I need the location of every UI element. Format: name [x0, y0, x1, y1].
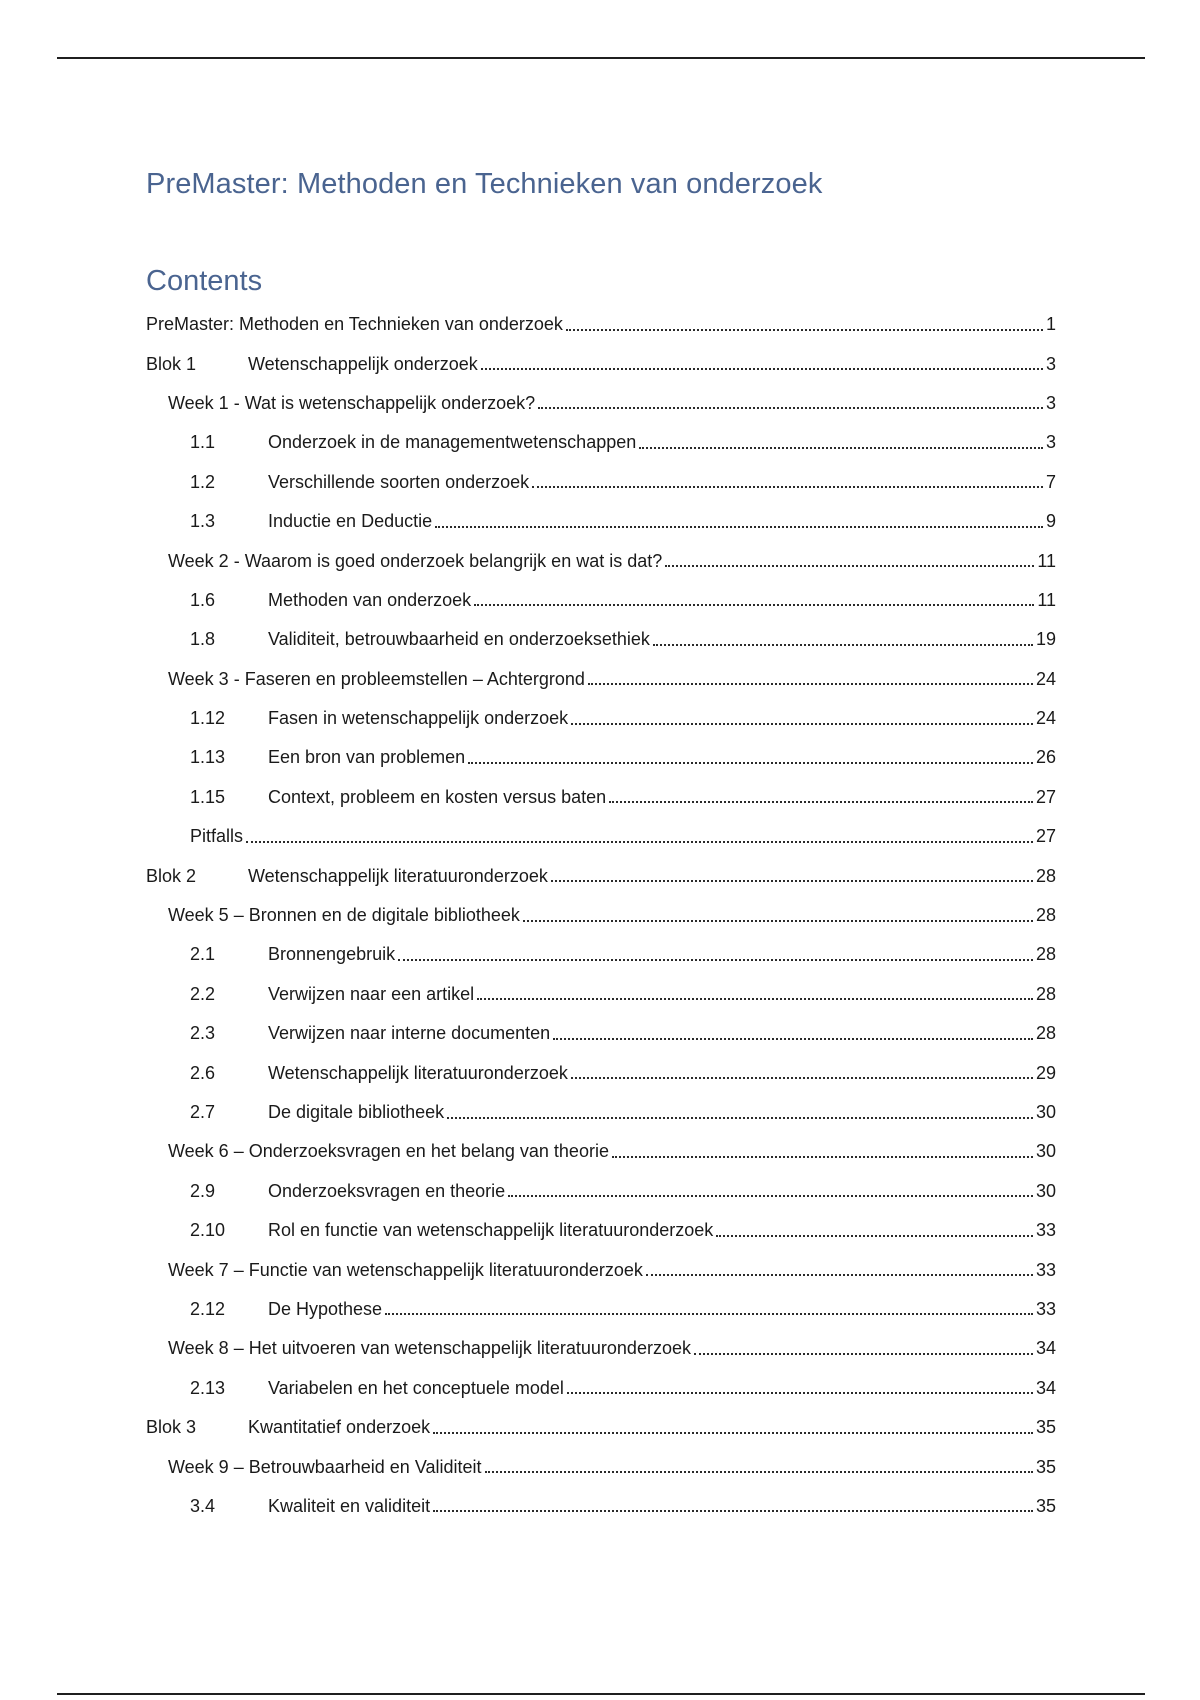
toc-entry[interactable]: [146, 817, 1056, 856]
toc-entry-number: 2.2: [190, 983, 216, 1004]
toc-dot-leader: [653, 644, 1033, 646]
table-of-contents: [146, 305, 1056, 1526]
toc-entry-label: Week 1 - Wat is wetenschappelijk onderzoek?: [168, 392, 536, 413]
toc-entry[interactable]: [146, 778, 1056, 817]
toc-entry-label: Pitfalls: [190, 826, 244, 847]
toc-entry-page-number: 19: [1035, 629, 1056, 650]
toc-dot-leader: [433, 1510, 1033, 1512]
toc-entry[interactable]: [146, 384, 1056, 423]
toc-dot-leader: [468, 762, 1033, 764]
toc-entry-number: 2.1: [190, 944, 216, 965]
toc-entry-page-number: 35: [1035, 1456, 1056, 1477]
toc-dot-leader: [477, 998, 1033, 1000]
toc-entry-page-number: 24: [1035, 708, 1056, 729]
toc-entry-number: 1.3: [190, 511, 216, 532]
toc-entry-number: Blok 1: [146, 353, 197, 374]
toc-entry[interactable]: [146, 620, 1056, 659]
toc-entry-page-number: 28: [1035, 983, 1056, 1004]
toc-entry-label: Validiteit, betrouwbaarheid en onderzoeksethiek: [268, 629, 650, 650]
toc-entry-label: Verwijzen naar interne documenten: [268, 1023, 551, 1044]
toc-entry[interactable]: [146, 1487, 1056, 1526]
toc-dot-leader: [398, 959, 1033, 961]
toc-entry[interactable]: [146, 1172, 1056, 1211]
toc-dot-leader: [481, 368, 1043, 370]
toc-dot-leader: [532, 486, 1043, 488]
toc-entry-page-number: 11: [1037, 589, 1056, 610]
toc-entry[interactable]: [146, 344, 1056, 383]
toc-heading: Contents: [146, 265, 263, 297]
toc-entry-label: PreMaster: Methoden en Technieken van onderzoek: [146, 314, 563, 335]
toc-dot-leader: [433, 1432, 1033, 1434]
toc-entry[interactable]: [146, 699, 1056, 738]
toc-entry-label: Week 9 – Betrouwbaarheid en Validiteit: [168, 1456, 482, 1477]
toc-entry[interactable]: [146, 581, 1056, 620]
toc-entry[interactable]: [146, 1290, 1056, 1329]
toc-entry-page-number: 11: [1037, 550, 1056, 571]
toc-entry-number: 2.9: [190, 1180, 216, 1201]
toc-dot-leader: [639, 447, 1043, 449]
toc-entry-page-number: 33: [1035, 1220, 1056, 1241]
toc-entry-label: Wetenschappelijk literatuuronderzoek: [248, 865, 548, 886]
document-title: PreMaster: Methoden en Technieken van onderzoek: [146, 168, 823, 200]
toc-entry-page-number: 34: [1035, 1377, 1056, 1398]
toc-dot-leader: [246, 841, 1033, 843]
toc-entry[interactable]: [146, 660, 1056, 699]
toc-entry[interactable]: [146, 1408, 1056, 1447]
toc-entry[interactable]: [146, 1211, 1056, 1250]
toc-dot-leader: [694, 1353, 1033, 1355]
toc-entry-page-number: 3: [1045, 432, 1056, 453]
toc-entry-label: Week 6 – Onderzoeksvragen en het belang van theorie: [168, 1141, 609, 1162]
toc-dot-leader: [508, 1195, 1033, 1197]
toc-entry[interactable]: [146, 1053, 1056, 1092]
toc-entry[interactable]: [146, 1369, 1056, 1408]
toc-entry-page-number: 30: [1035, 1180, 1056, 1201]
toc-entry[interactable]: [146, 1093, 1056, 1132]
toc-entry-page-number: 1: [1045, 314, 1056, 335]
toc-entry-number: 2.12: [190, 1298, 226, 1319]
toc-entry-number: 2.13: [190, 1377, 226, 1398]
toc-entry-page-number: 30: [1035, 1141, 1056, 1162]
toc-entry-number: 2.7: [190, 1102, 216, 1122]
toc-entry-page-number: 28: [1035, 905, 1056, 926]
toc-entry[interactable]: [146, 423, 1056, 462]
toc-entry-page-number: 34: [1035, 1338, 1056, 1359]
toc-entry-label: Week 5 – Bronnen en de digitale bibliotheek: [168, 905, 520, 926]
toc-dot-leader: [571, 723, 1033, 725]
toc-entry-page-number: 30: [1035, 1102, 1056, 1122]
toc-entry-label: Onderzoeksvragen en theorie: [268, 1180, 506, 1201]
toc-entry-label: Een bron van problemen: [268, 747, 466, 768]
toc-entry-label: Verschillende soorten onderzoek: [268, 471, 530, 492]
toc-entry-label: Bronnengebruik: [268, 944, 396, 965]
toc-entry-label: Inductie en Deductie: [268, 511, 433, 532]
toc-entry-page-number: 35: [1035, 1495, 1056, 1516]
toc-entry-label: Kwantitatief onderzoek: [248, 1417, 431, 1438]
toc-entry[interactable]: [146, 1250, 1056, 1289]
toc-entry-page-number: 29: [1035, 1062, 1056, 1083]
toc-dot-leader: [435, 526, 1043, 528]
toc-entry-page-number: 7: [1045, 471, 1056, 492]
toc-entry-page-number: 28: [1035, 944, 1056, 965]
toc-dot-leader: [538, 407, 1043, 409]
toc-entry-label: Variabelen en het conceptuele model: [268, 1377, 564, 1398]
toc-entry-page-number: 27: [1035, 826, 1056, 847]
toc-entry-page-number: 3: [1045, 392, 1056, 413]
toc-entry[interactable]: [146, 1014, 1056, 1053]
toc-entry[interactable]: [146, 975, 1056, 1014]
toc-entry-label: Onderzoek in de managementwetenschappen: [268, 432, 637, 453]
toc-entry-page-number: 9: [1045, 511, 1056, 532]
toc-entry[interactable]: [146, 1329, 1056, 1368]
toc-entry[interactable]: [146, 463, 1056, 502]
toc-entry-number: 1.1: [190, 432, 216, 453]
toc-dot-leader: [588, 683, 1033, 685]
footer-rule: [57, 1693, 1145, 1695]
toc-entry[interactable]: [146, 541, 1056, 580]
toc-entry-label: Fasen in wetenschappelijk onderzoek: [268, 708, 569, 729]
toc-entry-number: Blok 3: [146, 1417, 197, 1438]
toc-entry-number: 1.2: [190, 471, 216, 492]
toc-dot-leader: [609, 801, 1033, 803]
toc-dot-leader: [612, 1156, 1033, 1158]
toc-entry[interactable]: [146, 738, 1056, 777]
toc-dot-leader: [474, 604, 1034, 606]
header-rule: [57, 57, 1145, 59]
toc-dot-leader: [571, 1077, 1033, 1079]
toc-entry-number: 1.8: [190, 629, 216, 650]
toc-entry-label: Week 3 - Faseren en probleemstellen – Achtergrond: [168, 668, 585, 689]
toc-entry-number: 1.15: [190, 786, 226, 807]
toc-dot-leader: [646, 1274, 1033, 1276]
toc-entry[interactable]: [146, 305, 1056, 344]
toc-dot-leader: [385, 1313, 1033, 1315]
toc-entry-number: 3.4: [190, 1495, 216, 1516]
toc-dot-leader: [447, 1117, 1033, 1119]
toc-entry-number: 2.6: [190, 1062, 216, 1083]
toc-entry-number: Blok 2: [146, 865, 197, 886]
toc-entry-number: 2.3: [190, 1023, 216, 1044]
toc-entry-label: Kwaliteit en validiteit: [268, 1495, 431, 1516]
toc-dot-leader: [665, 565, 1034, 567]
toc-entry-label: Rol en functie van wetenschappelijk literatuuronderzoek: [268, 1220, 714, 1241]
toc-entry-page-number: 24: [1035, 668, 1056, 689]
toc-dot-leader: [566, 329, 1043, 331]
toc-entry[interactable]: [146, 502, 1056, 541]
toc-entry[interactable]: [146, 1132, 1056, 1171]
toc-entry-page-number: 3: [1045, 353, 1056, 374]
toc-entry-label: Context, probleem en kosten versus baten: [268, 786, 607, 807]
toc-entry-page-number: 28: [1035, 865, 1056, 886]
toc-entry-label: Wetenschappelijk literatuuronderzoek: [268, 1062, 568, 1083]
toc-entry-page-number: 27: [1035, 786, 1056, 807]
toc-entry-page-number: 28: [1035, 1023, 1056, 1044]
toc-entry-number: 1.13: [190, 747, 226, 768]
toc-dot-leader: [485, 1471, 1033, 1473]
toc-entry-label: Wetenschappelijk onderzoek: [248, 353, 478, 374]
toc-entry[interactable]: [146, 856, 1056, 895]
toc-dot-leader: [551, 880, 1033, 882]
toc-dot-leader: [523, 920, 1033, 922]
toc-entry-page-number: 26: [1035, 747, 1056, 768]
toc-entry-label: Verwijzen naar een artikel: [268, 983, 475, 1004]
toc-entry-number: 2.10: [190, 1220, 226, 1241]
toc-entry-page-number: 35: [1035, 1417, 1056, 1438]
toc-entry-label: Week 8 – Het uitvoeren van wetenschappelijk literatuuronderzoek: [168, 1338, 691, 1359]
toc-entry-number: 1.12: [190, 708, 226, 729]
toc-entry-label: Methoden van onderzoek: [268, 589, 472, 610]
toc-dot-leader: [553, 1038, 1033, 1040]
toc-entry[interactable]: [146, 896, 1056, 935]
toc-entry-number: 1.6: [190, 589, 216, 610]
toc-dot-leader: [567, 1392, 1033, 1394]
toc-entry-label: Week 7 – Functie van wetenschappelijk literatuuronderzoek: [168, 1259, 643, 1280]
toc-entry[interactable]: [146, 935, 1056, 974]
toc-entry-label: De digitale bibliotheek: [268, 1102, 445, 1122]
toc-entry[interactable]: [146, 1447, 1056, 1486]
toc-entry-label: Week 2 - Waarom is goed onderzoek belangrijk en wat is dat?: [168, 550, 663, 571]
toc-entry-page-number: 33: [1035, 1259, 1056, 1280]
toc-entry-page-number: 33: [1035, 1298, 1056, 1319]
toc-entry-label: De Hypothese: [268, 1298, 383, 1319]
toc-dot-leader: [716, 1235, 1033, 1237]
